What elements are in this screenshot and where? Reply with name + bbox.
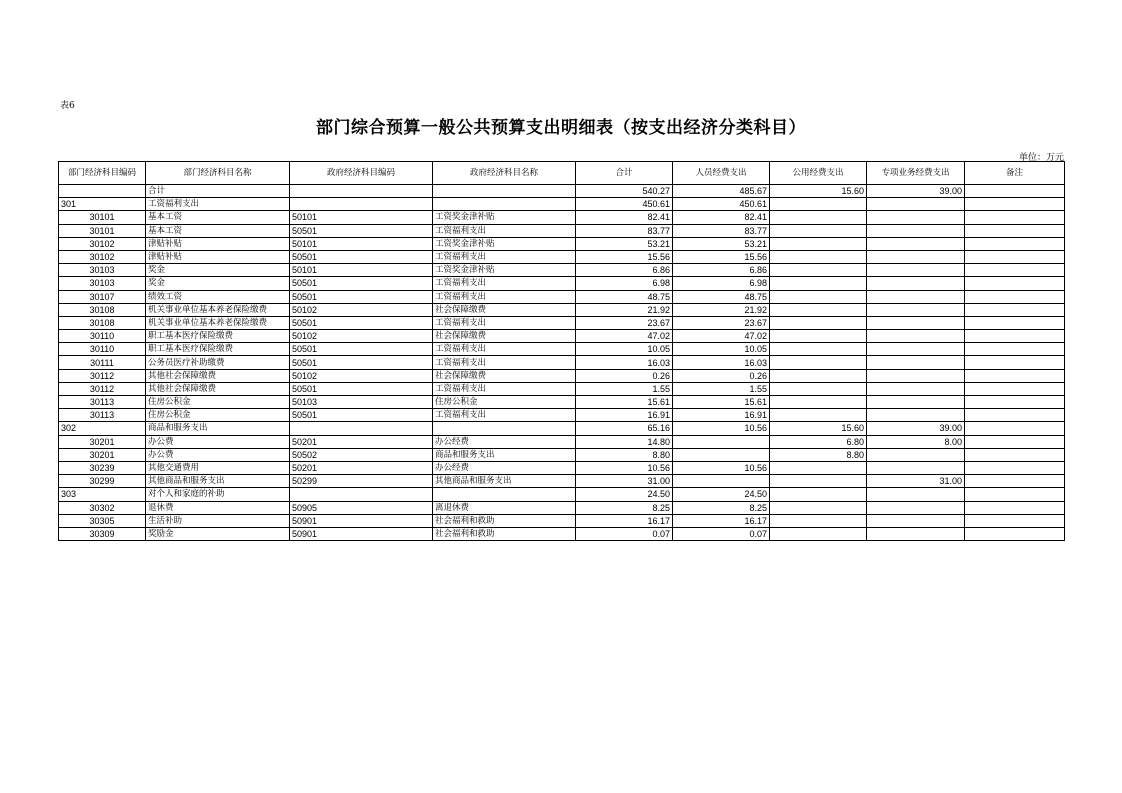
gov-code-cell bbox=[290, 422, 433, 435]
note-cell bbox=[965, 527, 1065, 540]
note-cell bbox=[965, 303, 1065, 316]
gov-name-cell: 商品和服务支出 bbox=[433, 448, 576, 461]
table-row bbox=[59, 316, 1065, 329]
gov-code-cell: 50102 bbox=[290, 369, 433, 382]
dept-code-cell: 303 bbox=[59, 488, 146, 501]
personnel-cell: 23.67 bbox=[673, 316, 770, 329]
note-cell bbox=[965, 250, 1065, 263]
dept-code-cell: 30201 bbox=[59, 435, 146, 448]
personnel-cell: 47.02 bbox=[673, 330, 770, 343]
total-cell: 10.05 bbox=[576, 343, 673, 356]
gov-code-cell: 50501 bbox=[290, 356, 433, 369]
table-row bbox=[59, 501, 1065, 514]
gov-name-cell: 社会福利和救助 bbox=[433, 514, 576, 527]
gov-code-cell: 50901 bbox=[290, 527, 433, 540]
unit-label: 单位：万元 bbox=[1018, 153, 1064, 163]
gov-name-cell: 工资福利支出 bbox=[433, 250, 576, 263]
total-cell: 16.17 bbox=[576, 514, 673, 527]
personnel-cell: 1.55 bbox=[673, 382, 770, 395]
table-row bbox=[59, 290, 1065, 303]
public-cell bbox=[770, 290, 867, 303]
gov-name-cell: 工资奖金津补贴 bbox=[433, 211, 576, 224]
table-row bbox=[59, 396, 1065, 409]
special-cell bbox=[867, 448, 965, 461]
dept-code-cell: 30113 bbox=[59, 396, 146, 409]
personnel-cell: 6.98 bbox=[673, 277, 770, 290]
total-cell: 6.98 bbox=[576, 277, 673, 290]
dept-name-cell: 基本工资 bbox=[146, 224, 290, 237]
dept-name-cell: 绩效工资 bbox=[146, 290, 290, 303]
total-cell: 65.16 bbox=[576, 422, 673, 435]
dept-code-cell: 30305 bbox=[59, 514, 146, 527]
special-cell bbox=[867, 501, 965, 514]
gov-name-cell: 工资奖金津补贴 bbox=[433, 264, 576, 277]
public-cell bbox=[770, 356, 867, 369]
total-cell: 6.86 bbox=[576, 264, 673, 277]
public-cell bbox=[770, 461, 867, 474]
special-cell bbox=[867, 237, 965, 250]
personnel-cell: 53.21 bbox=[673, 237, 770, 250]
gov-name-cell bbox=[433, 198, 576, 211]
gov-name-cell: 社会保障缴费 bbox=[433, 369, 576, 382]
gov-name-cell: 工资福利支出 bbox=[433, 343, 576, 356]
table-row bbox=[59, 488, 1065, 501]
dept-name-cell: 工资福利支出 bbox=[146, 198, 290, 211]
public-cell bbox=[770, 514, 867, 527]
table-row bbox=[59, 475, 1065, 488]
gov-name-cell: 办公经费 bbox=[433, 461, 576, 474]
gov-code-cell: 50501 bbox=[290, 382, 433, 395]
dept-name-cell: 津贴补贴 bbox=[146, 237, 290, 250]
special-cell bbox=[867, 343, 965, 356]
personnel-cell: 10.56 bbox=[673, 422, 770, 435]
gov-name-cell: 工资福利支出 bbox=[433, 277, 576, 290]
note-cell bbox=[965, 343, 1065, 356]
total-cell: 47.02 bbox=[576, 330, 673, 343]
public-cell bbox=[770, 343, 867, 356]
table-row bbox=[59, 211, 1065, 224]
note-cell bbox=[965, 224, 1065, 237]
total-cell: 10.56 bbox=[576, 461, 673, 474]
gov-name-cell bbox=[433, 488, 576, 501]
note-cell bbox=[965, 316, 1065, 329]
personnel-cell bbox=[673, 435, 770, 448]
dept-name-cell: 机关事业单位基本养老保险缴费 bbox=[146, 303, 290, 316]
gov-code-cell bbox=[290, 198, 433, 211]
dept-name-cell: 职工基本医疗保险缴费 bbox=[146, 343, 290, 356]
special-cell bbox=[867, 369, 965, 382]
dept-name-cell: 其他交通费用 bbox=[146, 461, 290, 474]
gov-code-cell: 50501 bbox=[290, 290, 433, 303]
header-personnel: 人员经费支出 bbox=[673, 162, 770, 185]
special-cell bbox=[867, 264, 965, 277]
gov-name-cell: 社会保障缴费 bbox=[433, 303, 576, 316]
dept-name-cell: 其他商品和服务支出 bbox=[146, 475, 290, 488]
header-dept-code: 部门经济科目编码 bbox=[59, 162, 146, 185]
table-row bbox=[59, 527, 1065, 540]
public-cell bbox=[770, 224, 867, 237]
gov-code-cell: 50101 bbox=[290, 211, 433, 224]
gov-code-cell: 50299 bbox=[290, 475, 433, 488]
personnel-cell: 10.05 bbox=[673, 343, 770, 356]
dept-name-cell: 生活补助 bbox=[146, 514, 290, 527]
dept-code-cell: 30111 bbox=[59, 356, 146, 369]
dept-code-cell: 30113 bbox=[59, 409, 146, 422]
public-cell: 15.60 bbox=[770, 185, 867, 198]
note-cell bbox=[965, 277, 1065, 290]
gov-code-cell: 50501 bbox=[290, 343, 433, 356]
gov-name-cell: 其他商品和服务支出 bbox=[433, 475, 576, 488]
total-cell: 23.67 bbox=[576, 316, 673, 329]
page-title: 部门综合预算一般公共预算支出明细表（按支出经济分类科目） bbox=[316, 118, 806, 138]
budget-table bbox=[58, 161, 1065, 541]
dept-name-cell: 奖金 bbox=[146, 264, 290, 277]
dept-name-cell: 机关事业单位基本养老保险缴费 bbox=[146, 316, 290, 329]
special-cell bbox=[867, 250, 965, 263]
dept-name-cell: 住房公积金 bbox=[146, 409, 290, 422]
dept-name-cell: 其他社会保障缴费 bbox=[146, 382, 290, 395]
special-cell: 39.00 bbox=[867, 185, 965, 198]
dept-name-cell: 津贴补贴 bbox=[146, 250, 290, 263]
personnel-cell: 24.50 bbox=[673, 488, 770, 501]
note-cell bbox=[965, 198, 1065, 211]
gov-code-cell: 50501 bbox=[290, 409, 433, 422]
public-cell bbox=[770, 211, 867, 224]
note-cell bbox=[965, 501, 1065, 514]
gov-code-cell: 50102 bbox=[290, 330, 433, 343]
special-cell bbox=[867, 396, 965, 409]
personnel-cell: 485.67 bbox=[673, 185, 770, 198]
total-cell: 14.80 bbox=[576, 435, 673, 448]
gov-code-cell: 50501 bbox=[290, 316, 433, 329]
table-row bbox=[59, 277, 1065, 290]
table-row bbox=[59, 303, 1065, 316]
dept-code-cell: 30112 bbox=[59, 369, 146, 382]
gov-code-cell: 50501 bbox=[290, 250, 433, 263]
personnel-cell bbox=[673, 475, 770, 488]
note-cell bbox=[965, 369, 1065, 382]
header-public: 公用经费支出 bbox=[770, 162, 867, 185]
dept-name-cell: 职工基本医疗保险缴费 bbox=[146, 330, 290, 343]
table-header-row bbox=[59, 162, 1065, 185]
special-cell bbox=[867, 316, 965, 329]
table-row bbox=[59, 250, 1065, 263]
dept-code-cell: 30101 bbox=[59, 224, 146, 237]
note-cell bbox=[965, 356, 1065, 369]
header-dept-name: 部门经济科目名称 bbox=[146, 162, 290, 185]
note-cell bbox=[965, 475, 1065, 488]
personnel-cell: 6.86 bbox=[673, 264, 770, 277]
table-body bbox=[59, 185, 1065, 541]
special-cell: 39.00 bbox=[867, 422, 965, 435]
dept-name-cell: 奖金 bbox=[146, 277, 290, 290]
special-cell: 31.00 bbox=[867, 475, 965, 488]
gov-name-cell: 工资福利支出 bbox=[433, 356, 576, 369]
dept-code-cell: 30201 bbox=[59, 448, 146, 461]
public-cell bbox=[770, 237, 867, 250]
note-cell bbox=[965, 422, 1065, 435]
dept-name-cell: 基本工资 bbox=[146, 211, 290, 224]
gov-code-cell: 50201 bbox=[290, 435, 433, 448]
personnel-cell: 0.26 bbox=[673, 369, 770, 382]
table-total-row bbox=[59, 185, 1065, 198]
note-cell bbox=[965, 435, 1065, 448]
gov-name-cell: 工资福利支出 bbox=[433, 290, 576, 303]
header-gov-code: 政府经济科目编码 bbox=[290, 162, 433, 185]
public-cell bbox=[770, 488, 867, 501]
public-cell bbox=[770, 369, 867, 382]
note-cell bbox=[965, 382, 1065, 395]
public-cell bbox=[770, 198, 867, 211]
public-cell bbox=[770, 250, 867, 263]
dept-name-cell: 退休费 bbox=[146, 501, 290, 514]
table-row bbox=[59, 264, 1065, 277]
dept-name-cell: 奖励金 bbox=[146, 527, 290, 540]
total-cell: 24.50 bbox=[576, 488, 673, 501]
table-row bbox=[59, 461, 1065, 474]
total-cell: 0.07 bbox=[576, 527, 673, 540]
public-cell bbox=[770, 396, 867, 409]
gov-name-cell: 工资福利支出 bbox=[433, 316, 576, 329]
dept-name-cell: 公务员医疗补助缴费 bbox=[146, 356, 290, 369]
note-cell bbox=[965, 211, 1065, 224]
public-cell: 8.80 bbox=[770, 448, 867, 461]
dept-name-cell: 合计 bbox=[146, 185, 290, 198]
gov-code-cell: 50905 bbox=[290, 501, 433, 514]
total-cell: 53.21 bbox=[576, 237, 673, 250]
public-cell bbox=[770, 330, 867, 343]
note-cell bbox=[965, 448, 1065, 461]
public-cell bbox=[770, 382, 867, 395]
table-row bbox=[59, 343, 1065, 356]
gov-name-cell: 办公经费 bbox=[433, 435, 576, 448]
table-row bbox=[59, 409, 1065, 422]
special-cell bbox=[867, 488, 965, 501]
note-cell bbox=[965, 264, 1065, 277]
gov-name-cell: 工资福利支出 bbox=[433, 224, 576, 237]
total-cell: 83.77 bbox=[576, 224, 673, 237]
total-cell: 1.55 bbox=[576, 382, 673, 395]
dept-code-cell: 301 bbox=[59, 198, 146, 211]
gov-code-cell: 50102 bbox=[290, 303, 433, 316]
note-cell bbox=[965, 488, 1065, 501]
total-cell: 15.61 bbox=[576, 396, 673, 409]
table-row bbox=[59, 224, 1065, 237]
header-gov-name: 政府经济科目名称 bbox=[433, 162, 576, 185]
note-cell bbox=[965, 330, 1065, 343]
gov-name-cell: 工资福利支出 bbox=[433, 409, 576, 422]
personnel-cell: 15.56 bbox=[673, 250, 770, 263]
dept-code-cell bbox=[59, 185, 146, 198]
special-cell bbox=[867, 198, 965, 211]
personnel-cell: 16.17 bbox=[673, 514, 770, 527]
table-number: 表6 bbox=[60, 101, 75, 111]
note-cell bbox=[965, 514, 1065, 527]
header-special: 专项业务经费支出 bbox=[867, 162, 965, 185]
public-cell: 6.80 bbox=[770, 435, 867, 448]
table-row bbox=[59, 237, 1065, 250]
dept-name-cell: 商品和服务支出 bbox=[146, 422, 290, 435]
table-row bbox=[59, 382, 1065, 395]
dept-code-cell: 30108 bbox=[59, 303, 146, 316]
dept-code-cell: 30103 bbox=[59, 264, 146, 277]
table-row bbox=[59, 330, 1065, 343]
total-cell: 0.26 bbox=[576, 369, 673, 382]
special-cell bbox=[867, 356, 965, 369]
special-cell bbox=[867, 290, 965, 303]
total-cell: 8.25 bbox=[576, 501, 673, 514]
public-cell bbox=[770, 527, 867, 540]
special-cell bbox=[867, 514, 965, 527]
gov-code-cell: 50901 bbox=[290, 514, 433, 527]
personnel-cell: 83.77 bbox=[673, 224, 770, 237]
public-cell: 15.60 bbox=[770, 422, 867, 435]
personnel-cell: 450.61 bbox=[673, 198, 770, 211]
gov-name-cell: 工资福利支出 bbox=[433, 382, 576, 395]
special-cell bbox=[867, 409, 965, 422]
note-cell bbox=[965, 461, 1065, 474]
public-cell bbox=[770, 501, 867, 514]
special-cell bbox=[867, 277, 965, 290]
gov-code-cell: 50501 bbox=[290, 224, 433, 237]
personnel-cell: 82.41 bbox=[673, 211, 770, 224]
dept-code-cell: 30101 bbox=[59, 211, 146, 224]
table-row bbox=[59, 422, 1065, 435]
dept-code-cell: 30103 bbox=[59, 277, 146, 290]
table-row bbox=[59, 435, 1065, 448]
personnel-cell: 10.56 bbox=[673, 461, 770, 474]
public-cell bbox=[770, 409, 867, 422]
personnel-cell: 15.61 bbox=[673, 396, 770, 409]
special-cell bbox=[867, 527, 965, 540]
dept-code-cell: 30102 bbox=[59, 250, 146, 263]
public-cell bbox=[770, 277, 867, 290]
note-cell bbox=[965, 237, 1065, 250]
gov-name-cell: 社会福利和救助 bbox=[433, 527, 576, 540]
dept-code-cell: 30299 bbox=[59, 475, 146, 488]
personnel-cell: 16.91 bbox=[673, 409, 770, 422]
public-cell bbox=[770, 475, 867, 488]
dept-code-cell: 30107 bbox=[59, 290, 146, 303]
dept-code-cell: 30110 bbox=[59, 330, 146, 343]
total-cell: 15.56 bbox=[576, 250, 673, 263]
header-total: 合计 bbox=[576, 162, 673, 185]
personnel-cell: 21.92 bbox=[673, 303, 770, 316]
dept-name-cell: 办公费 bbox=[146, 435, 290, 448]
gov-name-cell bbox=[433, 422, 576, 435]
personnel-cell: 48.75 bbox=[673, 290, 770, 303]
dept-code-cell: 30239 bbox=[59, 461, 146, 474]
dept-code-cell: 302 bbox=[59, 422, 146, 435]
public-cell bbox=[770, 303, 867, 316]
gov-code-cell: 50103 bbox=[290, 396, 433, 409]
note-cell bbox=[965, 290, 1065, 303]
dept-code-cell: 30102 bbox=[59, 237, 146, 250]
special-cell bbox=[867, 211, 965, 224]
gov-code-cell: 50502 bbox=[290, 448, 433, 461]
special-cell bbox=[867, 330, 965, 343]
gov-code-cell: 50101 bbox=[290, 264, 433, 277]
table-row bbox=[59, 369, 1065, 382]
note-cell bbox=[965, 396, 1065, 409]
personnel-cell: 0.07 bbox=[673, 527, 770, 540]
special-cell bbox=[867, 303, 965, 316]
table-row bbox=[59, 514, 1065, 527]
table-row bbox=[59, 198, 1065, 211]
dept-code-cell: 30302 bbox=[59, 501, 146, 514]
note-cell bbox=[965, 409, 1065, 422]
total-cell: 82.41 bbox=[576, 211, 673, 224]
total-cell: 540.27 bbox=[576, 185, 673, 198]
special-cell bbox=[867, 461, 965, 474]
total-cell: 48.75 bbox=[576, 290, 673, 303]
total-cell: 8.80 bbox=[576, 448, 673, 461]
dept-name-cell: 办公费 bbox=[146, 448, 290, 461]
gov-name-cell: 住房公积金 bbox=[433, 396, 576, 409]
total-cell: 21.92 bbox=[576, 303, 673, 316]
dept-name-cell: 住房公积金 bbox=[146, 396, 290, 409]
gov-name-cell: 工资奖金津补贴 bbox=[433, 237, 576, 250]
public-cell bbox=[770, 264, 867, 277]
personnel-cell: 16.03 bbox=[673, 356, 770, 369]
dept-code-cell: 30112 bbox=[59, 382, 146, 395]
special-cell bbox=[867, 382, 965, 395]
gov-name-cell: 离退休费 bbox=[433, 501, 576, 514]
gov-code-cell bbox=[290, 185, 433, 198]
personnel-cell: 8.25 bbox=[673, 501, 770, 514]
dept-name-cell: 其他社会保障缴费 bbox=[146, 369, 290, 382]
total-cell: 16.91 bbox=[576, 409, 673, 422]
dept-code-cell: 30108 bbox=[59, 316, 146, 329]
dept-code-cell: 30110 bbox=[59, 343, 146, 356]
gov-code-cell: 50201 bbox=[290, 461, 433, 474]
public-cell bbox=[770, 316, 867, 329]
personnel-cell bbox=[673, 448, 770, 461]
header-note: 备注 bbox=[965, 162, 1065, 185]
table-row bbox=[59, 448, 1065, 461]
total-cell: 31.00 bbox=[576, 475, 673, 488]
gov-code-cell: 50501 bbox=[290, 277, 433, 290]
table-row bbox=[59, 356, 1065, 369]
special-cell: 8.00 bbox=[867, 435, 965, 448]
note-cell bbox=[965, 185, 1065, 198]
dept-code-cell: 30309 bbox=[59, 527, 146, 540]
dept-name-cell: 对个人和家庭的补助 bbox=[146, 488, 290, 501]
gov-code-cell bbox=[290, 488, 433, 501]
special-cell bbox=[867, 224, 965, 237]
gov-name-cell: 社会保障缴费 bbox=[433, 330, 576, 343]
gov-code-cell: 50101 bbox=[290, 237, 433, 250]
gov-name-cell bbox=[433, 185, 576, 198]
total-cell: 16.03 bbox=[576, 356, 673, 369]
total-cell: 450.61 bbox=[576, 198, 673, 211]
